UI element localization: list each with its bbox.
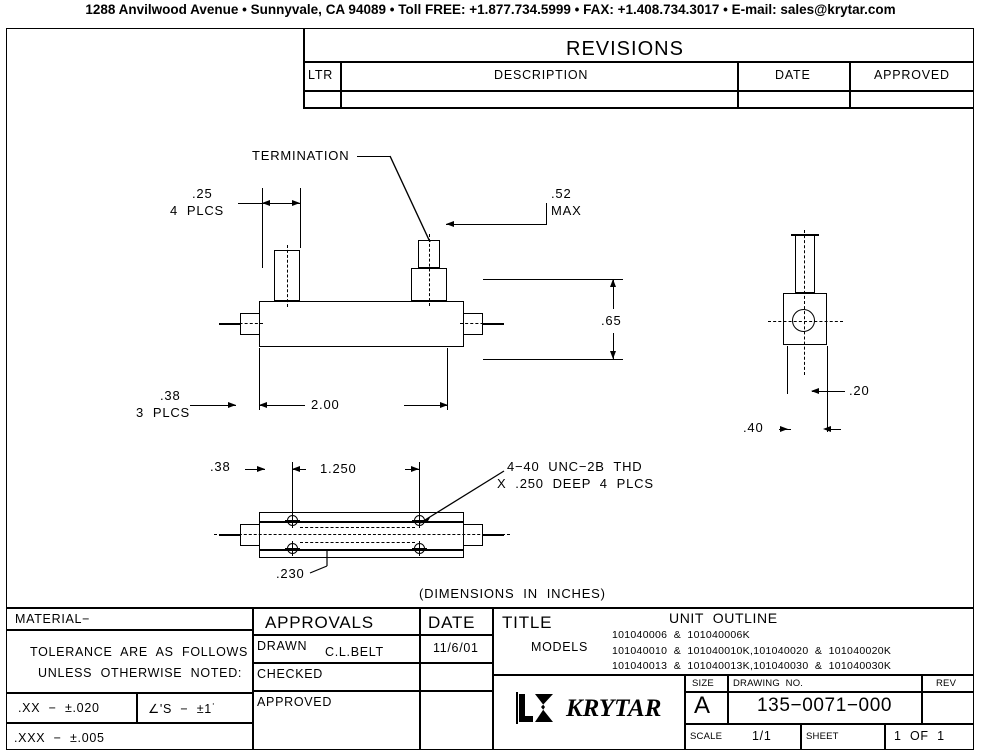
krytar-logo-mark [515, 690, 557, 731]
approvals-header-bottom [252, 634, 492, 636]
titleblock-size-divider [684, 674, 686, 750]
company-name: KRYTAR [566, 695, 662, 722]
right-connector-centerline [460, 323, 504, 324]
end-view-horizontal-centerline [768, 321, 843, 322]
models-line1: 101040006 & 101040006K [612, 629, 750, 641]
titleblock-models-bottom [492, 674, 974, 676]
dim-200-ext-right [447, 348, 448, 410]
approvals-checked-bottom [252, 690, 492, 692]
plan-view-centerline [214, 534, 510, 535]
date-header: DATE [428, 613, 476, 632]
tapped-hole-1-cross-v [292, 513, 293, 528]
plan-right-connector [463, 524, 483, 546]
titleblock-v2 [419, 607, 421, 750]
dim-200-value: 2.00 [311, 397, 340, 412]
titleblock-tolxx-bottom [6, 722, 252, 724]
tolerance-line1: TOLERANCE ARE AS FOLLOWS [30, 645, 249, 659]
approvals-drawn-bottom [252, 662, 492, 664]
titleblock-v3 [492, 607, 494, 750]
dim-230-leader [305, 548, 335, 578]
scale-label: SCALE [690, 731, 723, 742]
dim-1250-value: 1.250 [320, 461, 357, 476]
dim-65-arrow-up [610, 279, 616, 287]
revisions-header-bottom [303, 90, 974, 92]
revisions-col-approved: APPROVED [874, 68, 950, 82]
drawn-date: 11/6/01 [433, 641, 479, 655]
titleblock-top-border [6, 607, 974, 609]
dim-25-arrow-left [262, 200, 270, 206]
tapped-hole-3-cross-v [292, 541, 293, 556]
dim-25-note: 4 PLCS [170, 203, 225, 218]
dim-40-arrow-left [823, 426, 831, 432]
dim-52-note: MAX [551, 203, 582, 218]
titleblock-tol-divider [136, 692, 138, 722]
models-label: MODELS [531, 640, 588, 654]
approvals-header: APPROVALS [265, 613, 374, 632]
revisions-block-bottom [303, 107, 974, 109]
models-line3: 101040013 & 101040013K,101040030 & 101040030K [612, 660, 892, 672]
sheet-value: 1 OF 1 [894, 729, 945, 743]
termination-leader-line [385, 152, 445, 247]
drawing-no-value: 135−0071−000 [757, 695, 893, 716]
unit-body-front-view [259, 301, 464, 347]
tolerance-line2: UNLESS OTHERWISE NOTED: [38, 666, 243, 680]
titleblock-v1 [252, 607, 254, 750]
size-value: A [694, 692, 711, 719]
dim-52-line [446, 224, 546, 225]
dim-25-ext-right [300, 188, 301, 248]
dim-65-ext-top [483, 279, 623, 280]
dim-20-arrow [811, 388, 819, 394]
dim-52-tick [546, 203, 547, 225]
title-value: UNIT OUTLINE [669, 610, 778, 626]
revisions-ltr-divider [340, 61, 342, 107]
dim-38-top-note: 3 PLCS [136, 405, 191, 420]
dim-38-top-value: .38 [160, 388, 181, 403]
revisions-left-border [303, 28, 305, 107]
tolerance-xx: .XX − ±.020 [18, 701, 100, 715]
titleblock-material-bottom [6, 629, 252, 631]
titleblock-sheet-divider [884, 723, 886, 750]
plan-view-dash-upper [300, 527, 415, 528]
dim-1250-arrow-right [411, 466, 419, 472]
revisions-title-bottom [303, 61, 974, 63]
revisions-title: REVISIONS [566, 38, 684, 60]
dim-38-top-arrow [228, 402, 236, 408]
left-connector [240, 313, 260, 335]
drawn-label: DRAWN [257, 639, 308, 653]
end-view-top-cap [791, 234, 819, 236]
rev-label: REV [936, 678, 957, 689]
tolerance-xxx: .XXX − ±.005 [14, 731, 105, 745]
drawn-by: C.L.BELT [325, 645, 384, 659]
dim-200-arrow-left [259, 402, 267, 408]
units-note: (DIMENSIONS IN INCHES) [419, 586, 606, 601]
thread-callout-line2: X .250 DEEP 4 PLCS [497, 476, 654, 491]
revisions-col-description: DESCRIPTION [494, 68, 589, 82]
plan-view-dash-lower [300, 542, 415, 543]
dim-200-ext-left [259, 348, 260, 410]
thread-callout-leader [419, 468, 509, 526]
scale-value: 1/1 [752, 729, 772, 743]
plan-left-connector [240, 524, 260, 546]
dim-25-arrow-right [292, 200, 300, 206]
tolerance-angle: ∠'S − ±1˙ [148, 702, 217, 716]
dim-1250-arrow-left [292, 466, 300, 472]
end-view-top-post [795, 235, 815, 293]
titleblock-tolerance-bottom [6, 692, 252, 694]
dim-25-value: .25 [192, 186, 213, 201]
titleblock-rev-divider [921, 674, 923, 723]
titleblock-dwgno-bottom [684, 723, 974, 725]
left-post-centerline [287, 245, 288, 307]
end-view-vertical-centerline [804, 230, 805, 375]
revisions-col-date: DATE [775, 68, 811, 82]
left-connector-centerline [219, 323, 263, 324]
models-line2: 101040010 & 101040010K,101040020 & 101040020K [612, 645, 892, 657]
dim-65-arrow-down [610, 351, 616, 359]
company-address: 1288 Anvilwood Avenue • Sunnyvale, CA 94089 • Toll FREE: +1.877.734.5999 • FAX: +1.408.734.3017 • E-mail: sales@krytar.com [85, 2, 896, 17]
tapped-hole-4-cross-v [419, 541, 420, 556]
right-connector [463, 313, 483, 335]
dim-38-bottom-arrow [257, 466, 265, 472]
dim-200-arrow-right [440, 402, 448, 408]
dim-65-ext-bottom [483, 359, 623, 360]
dim-40-value: .40 [743, 420, 764, 435]
revisions-approved-divider [849, 61, 851, 107]
dim-20-value: .20 [849, 383, 870, 398]
dim-38-bottom-value: .38 [210, 459, 231, 474]
titleblock-sizerow-label-bottom [684, 691, 974, 693]
checked-label: CHECKED [257, 667, 324, 681]
dim-230-value: .230 [276, 566, 305, 581]
titleblock-scale-divider [800, 723, 802, 750]
material-label: MATERIAL− [15, 612, 91, 626]
termination-label: TERMINATION [252, 148, 350, 163]
thread-callout-line1: 4−40 UNC−2B THD [507, 459, 643, 474]
drawing-no-label: DRAWING NO. [733, 678, 804, 689]
drawing-border [6, 28, 974, 750]
sheet-label: SHEET [806, 731, 839, 742]
dim-52-value: .52 [551, 186, 572, 201]
title-label: TITLE [502, 613, 553, 632]
titleblock-dwgno-divider [727, 674, 729, 723]
size-label: SIZE [692, 678, 714, 689]
dim-40-arrow-right [780, 426, 788, 432]
dim-20-ext [787, 346, 788, 394]
revisions-col-ltr: LTR [308, 68, 334, 82]
dim-40-ext-right [827, 346, 828, 432]
dim-65-value: .65 [601, 313, 622, 328]
approved-label: APPROVED [257, 695, 333, 709]
revisions-date-divider [737, 61, 739, 107]
dim-52-arrow [446, 221, 454, 227]
